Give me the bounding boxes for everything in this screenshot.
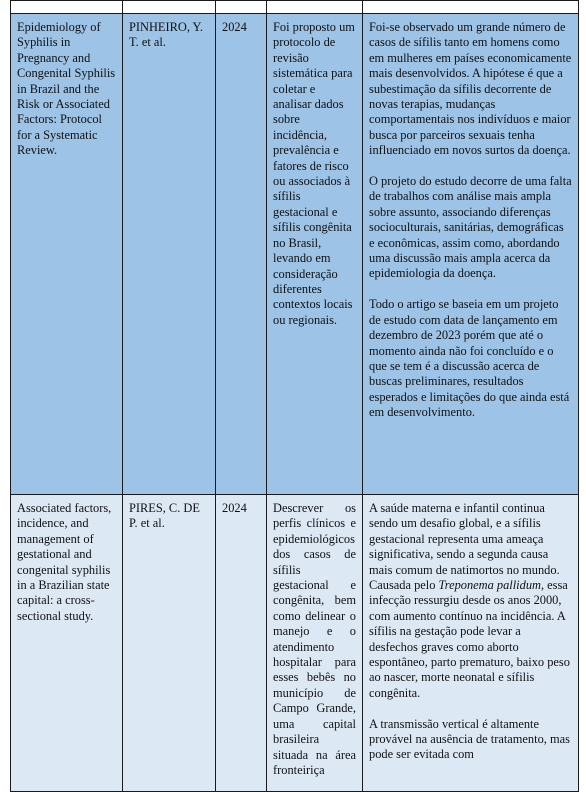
species-name: Treponema pallidum xyxy=(438,578,541,593)
table-row xyxy=(11,14,579,495)
table-cell xyxy=(267,1,363,14)
table-row xyxy=(11,495,579,792)
article-title-cell: Associated factors, incidence, and management of gestational and congenital syphilis in a Brazilian state capital: a cross-sectional study. xyxy=(11,495,123,792)
objective-cell: Foi proposto um protocolo de revisão sistemática para coletar e analisar dados sobre incidência, prevalência e fatores de risco ou associados à sífilis gestacional e sífilis congênita no Brasil, levando em consideração diferentes contextos locais ou regionais. xyxy=(267,14,363,495)
table-cell xyxy=(11,1,123,14)
results-text: A saúde materna e infantil continua sendo um desafio global, e a sífilis gestacional representa uma ameaça significativa, sendo a segunda causa mais comum de natimortos no mundo. Causada pelo xyxy=(369,501,560,593)
table-cell xyxy=(363,1,579,14)
table-cell xyxy=(216,1,267,14)
table-cell xyxy=(123,1,216,14)
year-cell: 2024 xyxy=(216,495,267,792)
results-paragraph: Todo o artigo se baseia em um projeto de estudo com data de lançamento em dezembro de 2023 porém que até o momento ainda não foi concluído e o que se tem é a discussão acerca de buscas preliminares, resultados esperados e limitações do que ainda está em desenvolvimento. xyxy=(369,297,570,420)
authors-cell: PINHEIRO, Y. T. et al. xyxy=(123,14,216,495)
review-table xyxy=(10,0,578,792)
article-title-cell: Epidemiology of Syphilis in Pregnancy and Congenital Syphilis in Brazil and the Risk or Associated Factors: Protocol for a Systematic Review. xyxy=(11,14,123,495)
objective-cell: Descrever os perfis clínicos e epidemiológicos dos casos de sífilis gestacional e congênita, bem como delinear o manejo e o atendimento hospitalar para esses bebês no município de Campo Grande, uma capital brasileira situada na área fronteiriça xyxy=(267,495,363,792)
results-paragraph xyxy=(369,501,572,701)
results-cell xyxy=(363,14,579,495)
results-paragraph: Foi-se observado um grande número de casos de sífilis tanto em homens como em mulheres em países economicamente mais desenvolvidos. A hipótese é que a subestimação da sífilis decorrente de novas terapias, mudanças comportamentais nos indivíduos e maior busca por parceiros sexuais tenha influenciado em novos surtos da doença. xyxy=(369,20,572,158)
results-text: , essa infecção ressurgiu desde os anos 2000, com aumento contínuo na incidência. A sífilis na gestação pode levar a desfechos graves como aborto espontâneo, parto prematuro, baixo peso ao nascer, morte neonatal e sífilis congênita. xyxy=(369,578,570,700)
results-paragraph: O projeto do estudo decorre de uma falta de trabalhos com análise mais ampla sobre assunto, associando diferenças socioculturais, sanitárias, demográficas e econômicas, assim como, abordando uma discussão mais ampla acerca da epidemiologia da doença. xyxy=(369,174,572,281)
table-row-top-stub xyxy=(11,1,579,14)
authors-cell: PIRES, C. DE P. et al. xyxy=(123,495,216,792)
year-cell: 2024 xyxy=(216,14,267,495)
results-paragraph: A transmissão vertical é altamente provável na ausência de tratamento, mas pode ser evitada com xyxy=(369,716,570,762)
results-cell xyxy=(363,495,579,792)
